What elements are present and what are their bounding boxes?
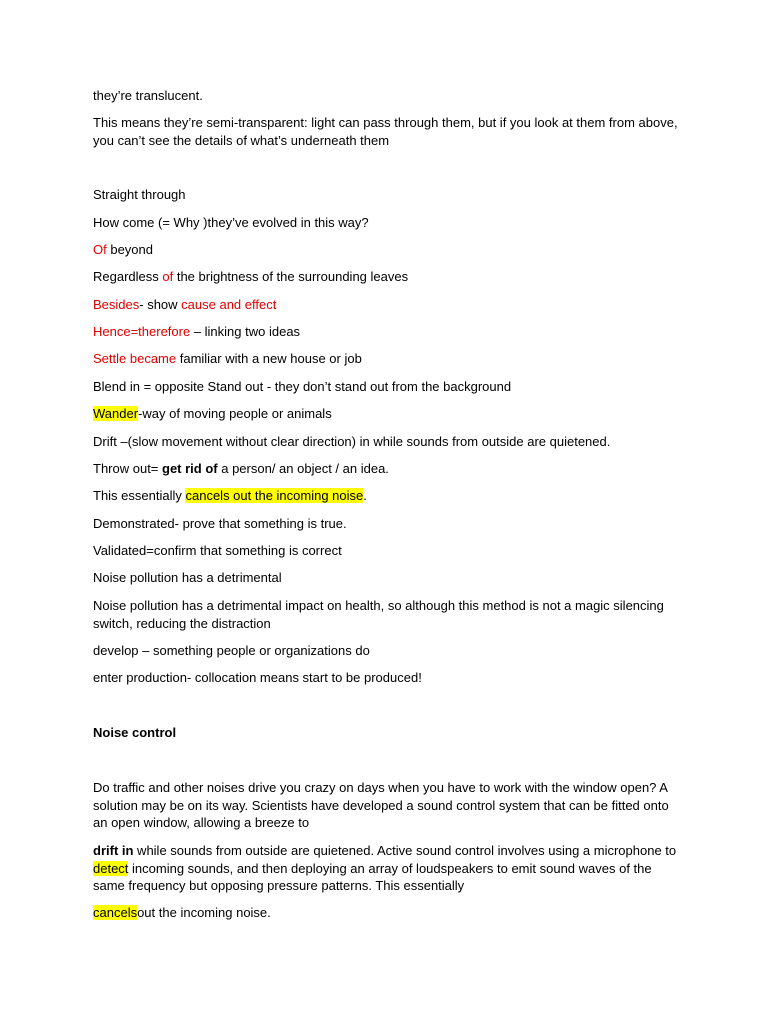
term-drift-in: drift in: [93, 843, 134, 858]
plain-text: - show: [139, 297, 182, 312]
plain-text: a person/ an object / an idea.: [217, 461, 389, 476]
line-blend-in: Blend in = opposite Stand out - they don’t stand out from the background: [93, 379, 512, 394]
line-drift: Drift –(slow movement without clear direction) in while sounds from outside are quietened.: [93, 434, 611, 449]
line-cancels: [93, 904, 678, 922]
line-of-beyond: [93, 241, 678, 259]
line-throw-out: [93, 460, 678, 478]
line-regardless: [93, 268, 678, 286]
definition-text: familiar with a new house or job: [176, 351, 362, 366]
line-wander: [93, 405, 678, 423]
line-noise-pollution: Noise pollution has a detrimental impact on health, so although this method is not a magic silencing switch, reducing the distraction: [93, 598, 664, 631]
plain-text: Throw out=: [93, 461, 163, 476]
plain-text: while sounds from outside are quietened. Active sound control involves using a microphone to: [133, 843, 677, 858]
line-hence: [93, 323, 678, 341]
plain-text: Regardless: [93, 269, 163, 284]
plain-text: This essentially: [93, 488, 186, 503]
line-demonstrated: Demonstrated- prove that something is true.: [93, 516, 347, 531]
paragraph-drift-in: [93, 842, 678, 895]
line-straight-through: Straight through: [93, 187, 186, 202]
line-settle: [93, 350, 678, 368]
line-semi-transparent: This means they’re semi-transparent: light can pass through them, but if you look at them from above, you can’t see the details of what’s underneath them: [93, 115, 678, 148]
highlight-cancels-out: cancels out the incoming noise: [185, 488, 364, 503]
highlight-detect: detect: [93, 860, 129, 876]
line-detrimental: Noise pollution has a detrimental: [93, 570, 282, 585]
line-how-come: How come (= Why )they’ve evolved in this way?: [93, 215, 369, 230]
term-of: Of: [93, 242, 107, 257]
term-cause-and-effect: cause and effect: [181, 297, 277, 312]
line-besides: [93, 296, 678, 314]
line-validated: Validated=confirm that something is correct: [93, 543, 342, 558]
term-besides: Besides: [93, 297, 140, 312]
line-translucent: they’re translucent.: [93, 88, 203, 103]
line-enter-production: enter production- collocation means start to be produced!: [93, 670, 422, 685]
term-hence: Hence=therefore: [93, 324, 191, 339]
term-get-rid-of: get rid of: [162, 461, 218, 476]
definition-text: – linking two ideas: [190, 324, 301, 339]
highlight-cancels: cancels: [93, 905, 138, 920]
term-wander: Wander: [93, 406, 139, 421]
plain-text: out the incoming noise.: [137, 905, 271, 920]
plain-text: .: [363, 488, 367, 503]
term-settle: Settle became: [93, 351, 177, 366]
term-of: of: [162, 269, 174, 284]
definition-text: -way of moving people or animals: [138, 406, 332, 421]
plain-text: incoming sounds, and then deploying an array of loudspeakers to emit sound waves of the same frequency but opposing pressure patterns. This essentially: [93, 860, 652, 893]
line-develop: develop – something people or organizations do: [93, 643, 370, 658]
section-heading: Noise control: [93, 725, 177, 740]
paragraph-intro: Do traffic and other noises drive you crazy on days when you have to work with the window open? A solution may be on its way. Scientists have developed a sound control system that can be fitted onto an open window, allowing a breeze to: [93, 780, 669, 830]
plain-text: the brightness of the surrounding leaves: [173, 269, 409, 284]
line-cancels-out: [93, 487, 678, 505]
definition-text: beyond: [106, 242, 153, 257]
